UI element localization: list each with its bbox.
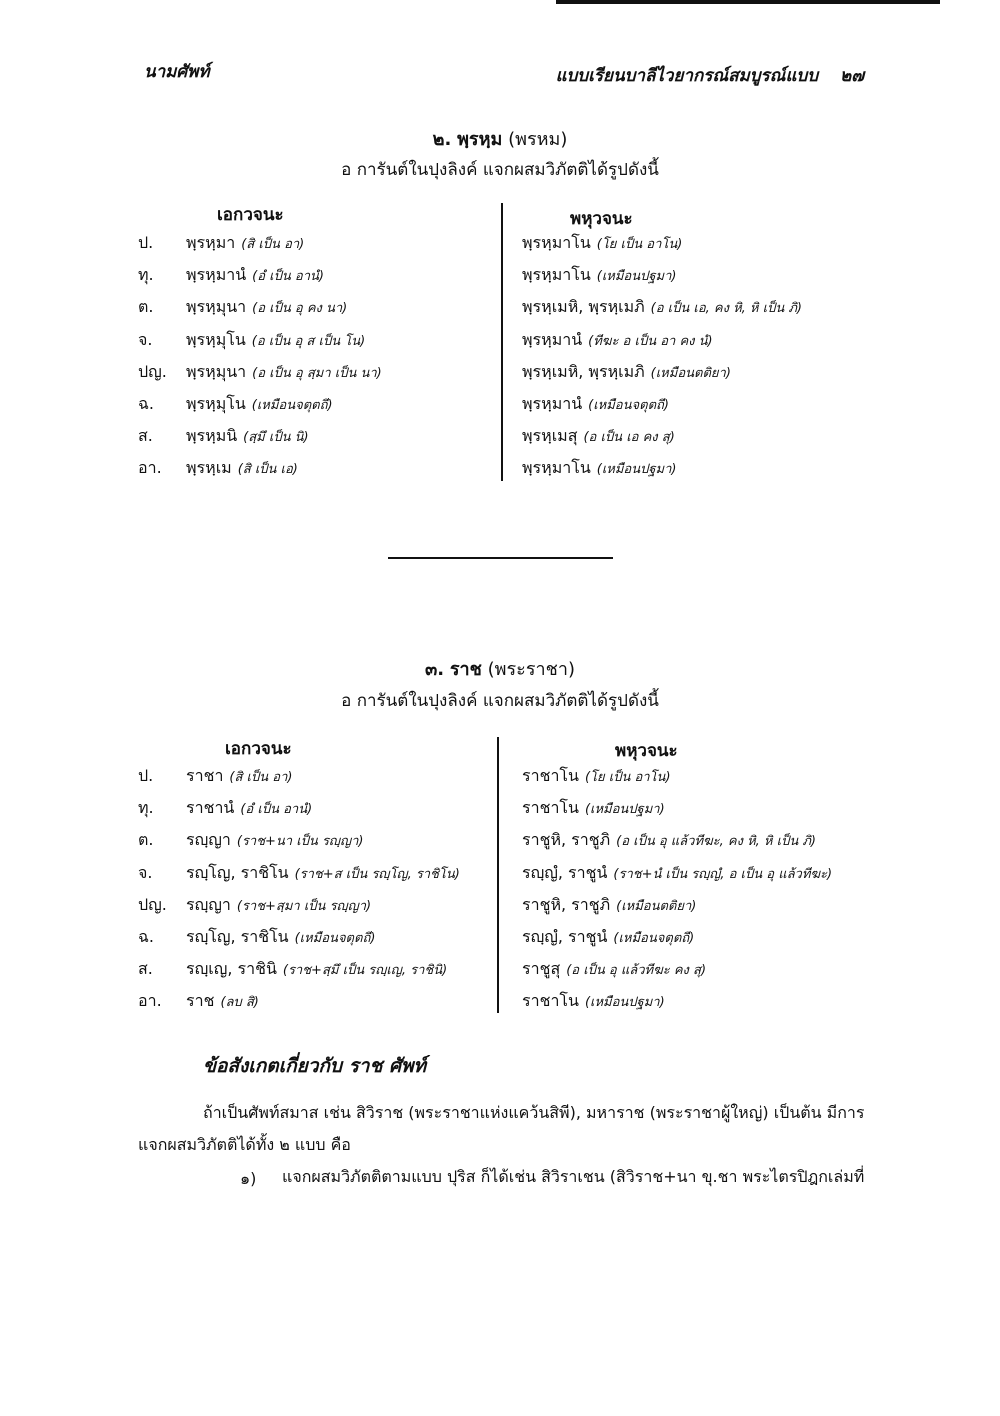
plural-form xyxy=(522,263,676,288)
plural-word: ราชูหิ, ราชูภิ xyxy=(522,830,611,850)
section-title xyxy=(0,124,1000,153)
singular-form xyxy=(186,360,382,385)
case-label: ฉ. xyxy=(138,927,154,946)
singular-form xyxy=(186,925,375,950)
plural-form xyxy=(522,360,731,385)
singular-word: พฺรหฺมนิ xyxy=(186,426,238,446)
plural-note: (อ เป็น เอ คง สุ) xyxy=(583,430,675,446)
case-label: ต. xyxy=(138,830,154,850)
plural-word: รญฺญํ, ราชูนํ xyxy=(522,927,608,946)
plural-word: พฺรหฺมาโน xyxy=(522,458,591,478)
plural-word: ราชาโน xyxy=(522,798,579,818)
singular-form xyxy=(186,295,347,320)
plural-form xyxy=(522,828,816,853)
plural-word: รญฺญํ, ราชูนํ xyxy=(522,862,608,882)
section-number: ๓. xyxy=(425,659,445,680)
singular-note: (อ เป็น อุ คง นา) xyxy=(252,301,348,317)
plural-form xyxy=(522,989,665,1014)
singular-word: พฺรหฺเม xyxy=(186,458,232,478)
singular-note: (ราช+สฺมึ เป็น รญฺเญ, ราชินิ) xyxy=(282,963,448,979)
plural-header: พหุวจนะ xyxy=(570,209,633,229)
section-word: ราช xyxy=(449,659,482,680)
section-number: ๒. xyxy=(432,129,452,150)
singular-word: ราชา xyxy=(186,766,224,785)
plural-note: (เหมือนจตุตถี) xyxy=(588,398,669,413)
plural-note: (อ เป็น อุ แล้วทีฆะ, คง หิ, หิ เป็น ภิ) xyxy=(616,834,816,850)
singular-word: พฺรหฺมุโน xyxy=(186,329,246,349)
plural-form xyxy=(522,893,696,918)
list-item-text: แจกผสมวิภัตติตามแบบ ปุริส ก็ได้เช่น สิวิราเชน (สิวิราช+นา ขุ.ชา พระไตรปิฎกเล่มที่ xyxy=(282,1167,865,1186)
case-label: อา. xyxy=(138,991,162,1011)
table-row xyxy=(0,392,1000,424)
observation-para-line: ถ้าเป็นศัพท์สมาส เช่น สิวิราช (พระราชาแห่งแคว้นสิพี), มหาราช (พระราชาผู้ใหญ่) เป็นต้น มีการ xyxy=(203,1103,865,1122)
plural-word: พฺรหฺมานํ xyxy=(522,394,583,413)
plural-word: พฺรหฺมาโน xyxy=(522,265,591,285)
case-label: ส. xyxy=(138,426,153,446)
singular-header: เอกวจนะ xyxy=(225,739,292,759)
table-row xyxy=(0,456,1000,488)
plural-form xyxy=(522,456,676,481)
plural-note: (อ เป็น เอ, คง หิ, หิ เป็น ภิ) xyxy=(650,301,802,317)
singular-form xyxy=(186,764,292,789)
plural-form xyxy=(522,231,682,256)
section-title xyxy=(0,654,1000,683)
plural-note: (เหมือนตติยา) xyxy=(650,365,731,381)
table-row xyxy=(0,263,1000,295)
table-row xyxy=(0,360,1000,392)
case-label: ปญ. xyxy=(138,361,167,381)
singular-word: รญฺญา xyxy=(186,894,231,914)
plural-form xyxy=(522,861,832,886)
plural-note: (เหมือนปฐมา) xyxy=(596,269,677,285)
singular-form xyxy=(186,861,460,886)
singular-form xyxy=(186,263,324,288)
singular-note: (ราช+ส เป็น รญฺโญ, ราชิโน) xyxy=(294,866,460,882)
singular-note: (สฺมึ เป็น นิ) xyxy=(243,430,309,446)
plural-form xyxy=(522,392,669,417)
singular-form xyxy=(186,989,259,1014)
plural-word: พฺรหฺเมหิ, พฺรหฺเมภิ xyxy=(522,361,645,381)
singular-note: (สิ เป็น อา) xyxy=(229,770,293,785)
case-label: ทุ. xyxy=(138,265,154,285)
plural-note: (อ เป็น อุ แล้วทีฆะ คง สุ) xyxy=(566,963,707,979)
singular-word: พฺรหฺมุนา xyxy=(186,297,247,317)
table-row xyxy=(0,957,1000,989)
table-row xyxy=(0,796,1000,828)
section-subtitle: อ การันต์ในปุงลิงค์ แจกผสมวิภัตติได้รูปดังนี้ xyxy=(341,691,659,711)
plural-form xyxy=(522,328,713,353)
running-header-right xyxy=(556,62,864,89)
table-row xyxy=(0,424,1000,456)
singular-word: พฺรหฺมา xyxy=(186,233,236,252)
singular-form xyxy=(186,424,309,449)
plural-note: (โย เป็น อาโน) xyxy=(596,237,683,252)
section-separator xyxy=(388,557,613,559)
book-title: แบบเรียนบาลีไวยากรณ์สมบูรณ์แบบ xyxy=(555,66,818,86)
plural-word: พฺรหฺเมหิ, พฺรหฺเมภิ xyxy=(522,297,645,317)
case-label: ส. xyxy=(138,959,153,979)
singular-word: รญฺญา xyxy=(186,830,231,850)
plural-note: (เหมือนปฐมา) xyxy=(584,995,665,1011)
singular-form xyxy=(186,796,312,821)
plural-form xyxy=(522,764,671,789)
singular-note: (เหมือนจตุตถี) xyxy=(251,398,333,413)
plural-word: พฺรหฺเมสุ xyxy=(522,426,578,446)
case-label: จ. xyxy=(138,862,153,882)
case-label: ต. xyxy=(138,297,154,317)
plural-note: (เหมือนจตุตถี) xyxy=(613,931,695,946)
plural-form xyxy=(522,957,706,982)
singular-note: (อํ เป็น อานํ) xyxy=(252,269,324,285)
singular-note: (เหมือนจตุตถี) xyxy=(294,931,376,946)
singular-word: พฺรหฺมุโน xyxy=(186,394,246,413)
table-row xyxy=(0,989,1000,1021)
plural-note: (เหมือนตติยา) xyxy=(616,898,697,914)
plural-note: (เหมือนปฐมา) xyxy=(596,462,677,478)
table-row xyxy=(0,231,1000,263)
singular-form xyxy=(186,456,298,481)
plural-note: (เหมือนปฐมา) xyxy=(584,802,665,818)
case-label: ปญ. xyxy=(138,894,167,914)
observation-title: ข้อสังเกตเกี่ยวกับ ราช ศัพท์ xyxy=(203,1055,427,1077)
section-gloss: (พรหม) xyxy=(508,129,568,150)
plural-word: ราชาโน xyxy=(522,991,579,1011)
plural-word: ราชาโน xyxy=(522,766,579,785)
case-label: จ. xyxy=(138,329,153,349)
singular-note: (สิ เป็น เอ) xyxy=(237,462,298,478)
table-row xyxy=(0,764,1000,796)
singular-word: รญฺโญ, ราชิโน xyxy=(186,862,289,882)
plural-word: พฺรหฺมาโน xyxy=(522,233,591,252)
singular-word: พฺรหฺมุนา xyxy=(186,361,247,381)
plural-form xyxy=(522,295,802,320)
singular-form xyxy=(186,893,371,918)
plural-form xyxy=(522,925,694,950)
table-row xyxy=(0,295,1000,327)
plural-note: (ทีฆะ อ เป็น อา คง นํ) xyxy=(588,333,713,349)
plural-word: ราชูหิ, ราชูภิ xyxy=(522,894,611,914)
case-label: ฉ. xyxy=(138,394,154,413)
page-number: ๒๗ xyxy=(840,66,864,86)
plural-header: พหุวจนะ xyxy=(615,741,678,761)
table-row xyxy=(0,828,1000,860)
case-label: อา. xyxy=(138,458,162,478)
singular-header: เอกวจนะ xyxy=(217,205,284,225)
singular-note: (สิ เป็น อา) xyxy=(241,237,305,252)
table-row xyxy=(0,328,1000,360)
top-rule xyxy=(556,0,940,4)
table-row xyxy=(0,925,1000,957)
singular-note: (ราช+นา เป็น รญฺญา) xyxy=(236,834,364,850)
list-item-number: ๑) xyxy=(240,1169,257,1188)
plural-form xyxy=(522,424,675,449)
singular-word: ราชานํ xyxy=(186,798,235,818)
singular-word: พฺรหฺมานํ xyxy=(186,265,247,285)
singular-note: (อ เป็น อุ ส เป็น โน) xyxy=(251,333,366,349)
section-subtitle: อ การันต์ในปุงลิงค์ แจกผสมวิภัตติได้รูปดังนี้ xyxy=(341,160,659,180)
plural-word: พฺรหฺมานํ xyxy=(522,329,583,349)
singular-form xyxy=(186,231,304,256)
section-gloss: (พระราชา) xyxy=(487,659,575,680)
case-label: ป. xyxy=(138,766,154,785)
plural-note: (ราช+นํ เป็น รญฺญํ, อ เป็น อุ แล้วทีฆะ) xyxy=(613,866,833,882)
singular-note: (ลบ สิ) xyxy=(220,995,259,1011)
plural-note: (โย เป็น อาโน) xyxy=(584,770,671,785)
case-label: ทุ. xyxy=(138,798,154,818)
singular-word: รญฺโญ, ราชิโน xyxy=(186,927,289,946)
running-header-left: นามศัพท์ xyxy=(144,62,210,82)
plural-form xyxy=(522,796,665,821)
table-row xyxy=(0,893,1000,925)
section-word: พฺรหฺม xyxy=(457,129,503,150)
singular-word: รญฺเญ, ราชินิ xyxy=(186,959,277,979)
table-row xyxy=(0,861,1000,893)
singular-word: ราช xyxy=(186,991,215,1011)
singular-note: (อ เป็น อุ สฺมา เป็น นา) xyxy=(252,365,382,381)
singular-form xyxy=(186,392,333,417)
singular-form xyxy=(186,828,363,853)
observation-para-line: แจกผสมวิภัตติได้ทั้ง ๒ แบบ คือ xyxy=(138,1135,351,1154)
case-label: ป. xyxy=(138,233,154,252)
plural-word: ราชูสุ xyxy=(522,959,561,979)
singular-note: (ราช+สฺมา เป็น รญฺญา) xyxy=(236,898,372,914)
singular-note: (อํ เป็น อานํ) xyxy=(240,802,313,818)
singular-form xyxy=(186,957,447,982)
singular-form xyxy=(186,328,365,353)
